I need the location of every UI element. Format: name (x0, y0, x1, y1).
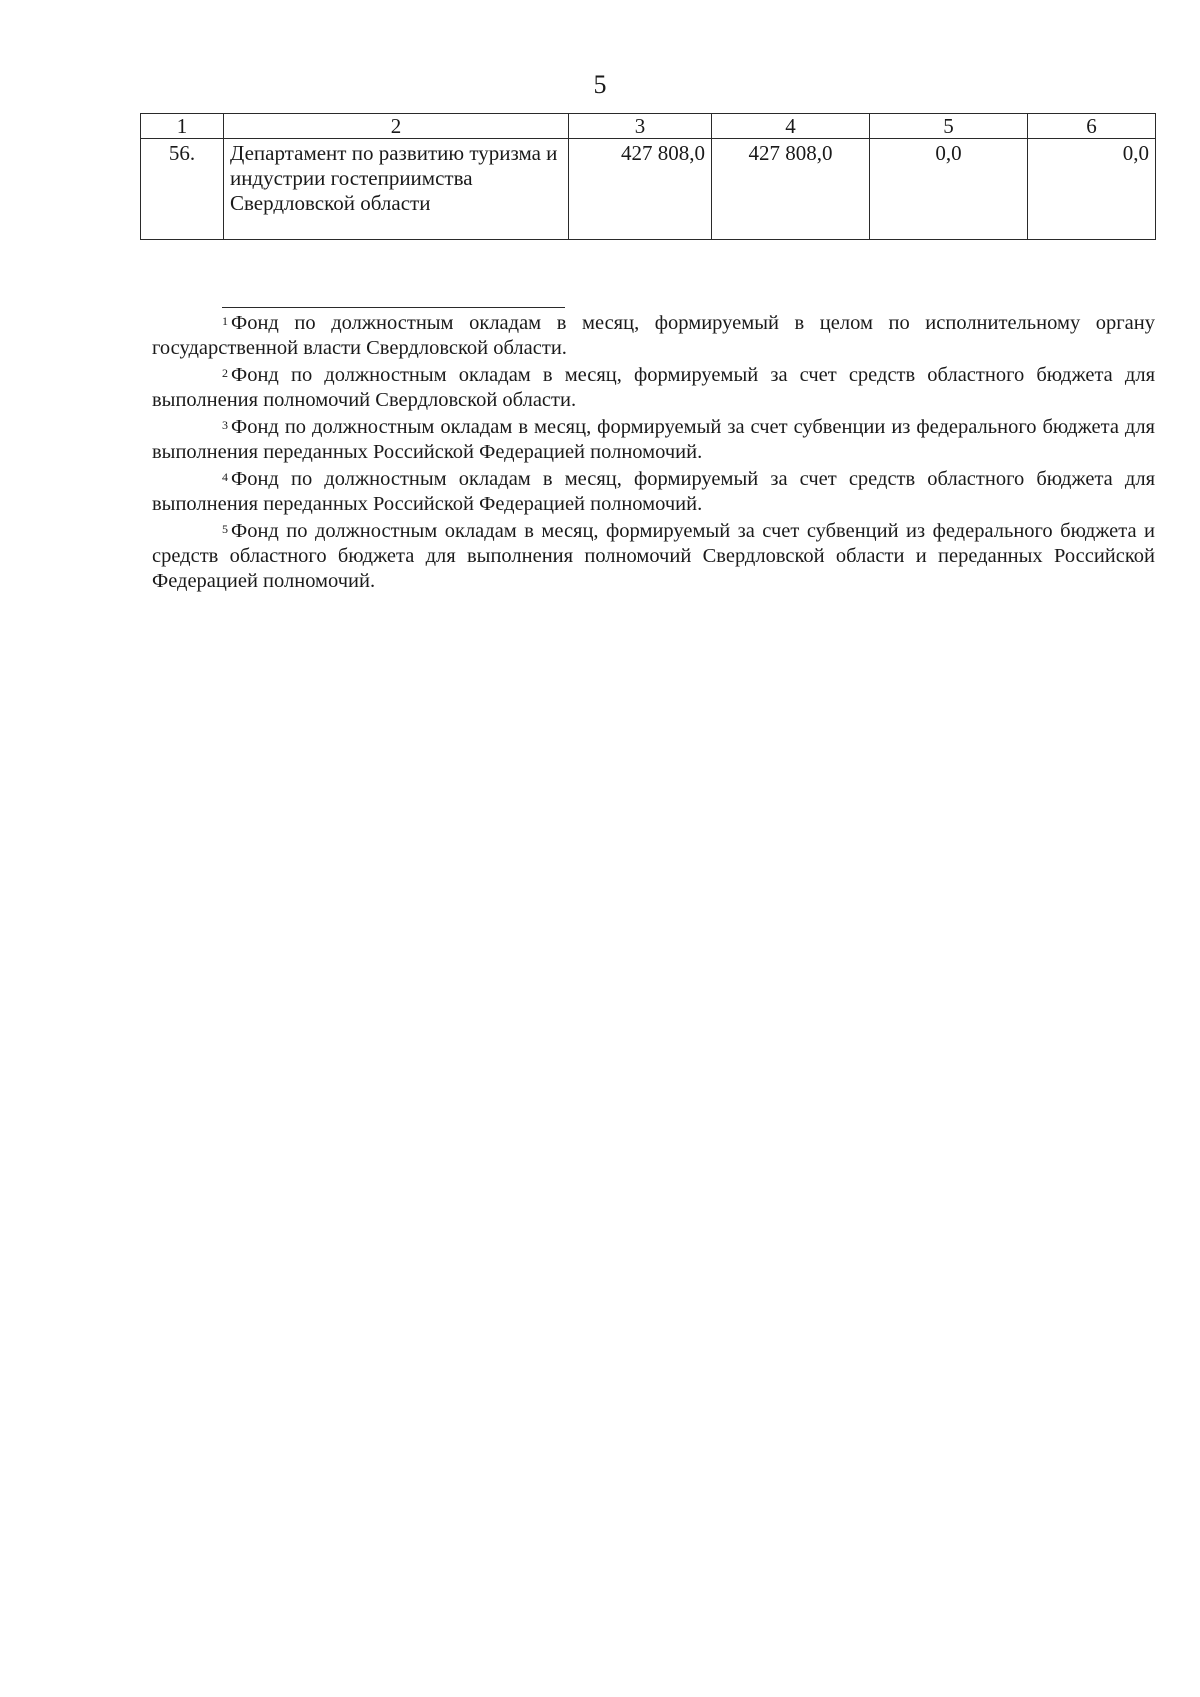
footnote-text: Фонд по должностным окладам в месяц, формируемый в целом по исполнительному органу государственной власти Свердловской области. (152, 312, 1155, 359)
column-header-3: 3 (569, 114, 712, 139)
cell-col5: 0,0 (870, 139, 1028, 240)
footnote-text: Фонд по должностным окладам в месяц, формируемый за счет субвенции из федерального бюджета для выполнения переданных Российской Федерацией полномочий. (152, 416, 1155, 463)
footnote-5 (152, 519, 1155, 594)
cell-col3: 427 808,0 (569, 139, 712, 240)
page-number: 5 (593, 70, 607, 99)
footnote-3 (152, 415, 1155, 465)
footnote-mark: 1 (222, 314, 228, 328)
table-row (141, 139, 1156, 240)
footnote-mark: 4 (222, 470, 228, 484)
column-header-2: 2 (224, 114, 569, 139)
footnote-mark: 5 (222, 522, 228, 536)
footnotes (152, 311, 1155, 596)
organization-name: Департамент по развитию туризма и индустрии гостеприимства Свердловской области (224, 139, 569, 240)
column-header-1: 1 (141, 114, 224, 139)
footnote-text: Фонд по должностным окладам в месяц, формируемый за счет субвенций из федерального бюджета и средств областного бюджета для выполнения полномочий Свердловской области и переданных Российской Федерацией полномочий. (152, 520, 1155, 592)
footnote-1 (152, 311, 1155, 361)
column-header-5: 5 (870, 114, 1028, 139)
funding-table (140, 113, 1156, 240)
footnote-4 (152, 467, 1155, 517)
table-header-row (141, 114, 1156, 139)
column-header-6: 6 (1028, 114, 1156, 139)
cell-col4: 427 808,0 (712, 139, 870, 240)
column-header-4: 4 (712, 114, 870, 139)
footnote-text: Фонд по должностным окладам в месяц, формируемый за счет средств областного бюджета для выполнения полномочий Свердловской области. (152, 364, 1155, 411)
footnote-separator (222, 307, 565, 308)
cell-col6: 0,0 (1028, 139, 1156, 240)
footnote-text: Фонд по должностным окладам в месяц, формируемый за счет средств областного бюджета для выполнения переданных Российской Федерацией полномочий. (152, 468, 1155, 515)
footnote-2 (152, 363, 1155, 413)
footnote-mark: 2 (222, 366, 228, 380)
footnote-mark: 3 (222, 418, 228, 432)
row-number: 56. (141, 139, 224, 240)
